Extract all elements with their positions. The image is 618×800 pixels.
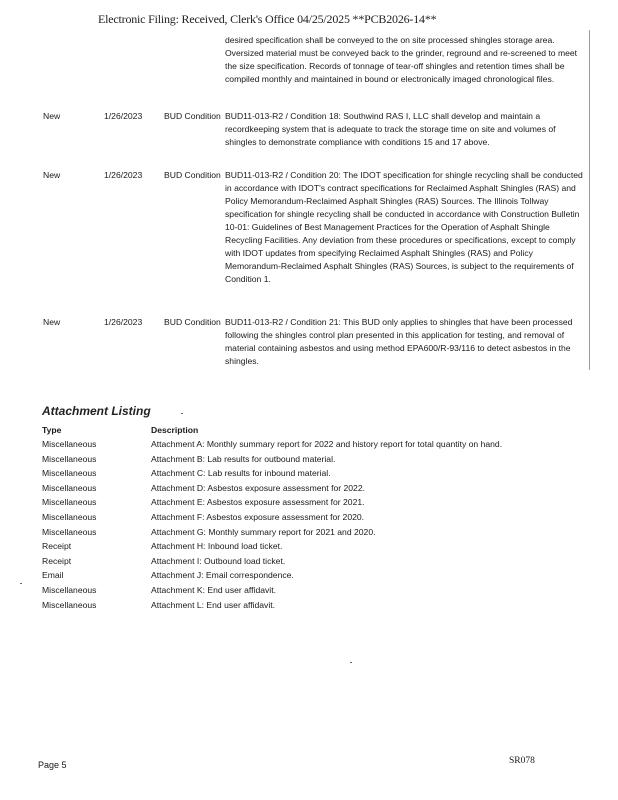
attachment-listing-title: Attachment Listing	[42, 404, 151, 418]
list-item	[42, 539, 602, 554]
attachment-description: Attachment C: Lab results for inbound material.	[151, 468, 331, 479]
attachment-list	[42, 437, 602, 612]
list-item	[42, 510, 602, 525]
attachment-description: Attachment K: End user affidavit.	[151, 584, 276, 595]
list-item	[42, 452, 602, 467]
attachment-type: Receipt	[42, 555, 72, 566]
row-date: 1/26/2023	[104, 111, 143, 121]
list-item	[42, 495, 602, 510]
attachment-description: Attachment B: Lab results for outbound material.	[151, 453, 336, 464]
row-status: New	[43, 170, 61, 180]
list-item	[42, 525, 602, 540]
attachment-description: Attachment H: Inbound load ticket.	[151, 541, 283, 552]
sr-number: SR078	[509, 756, 535, 766]
row-date: 1/26/2023	[104, 170, 143, 180]
attachment-description: Attachment D: Asbestos exposure assessment for 2022.	[151, 482, 365, 493]
row-status: New	[43, 111, 61, 121]
page-number: Page 5	[38, 760, 67, 770]
list-item	[42, 598, 602, 613]
attachment-type: Miscellaneous	[42, 482, 97, 493]
attachment-type: Miscellaneous	[42, 439, 97, 449]
row-type: BUD Condition	[164, 317, 221, 327]
list-item	[42, 568, 602, 583]
row-status: New	[43, 317, 61, 327]
row-description: BUD11-013-R2 / Condition 20: The IDOT specification for shingle recycling shall be conducted in accordance with IDOT's contract specifications for Reclaimed Asphalt Shingles (RAS) and Policy Memorandum-Reclaimed Asphalt Shingles (RAS) Sources. The Illinois Tollway specification for shingle recycling shall be conducted in accordance with Construction Bulletin 10-01: Guidelines of Best Management Practices for the Operation of Asphalt Shingle Recycling Facilities. Any deviation from these procedures or specifications, except to comply with IDOT updates from specifying Reclaimed Asphalt Shingles (RAS) and Policy Memorandum-Reclaimed Asphalt Shingles (RAS) Sources, is subject to the requirements of Condition 1.	[225, 170, 583, 284]
description-column-header: Description	[151, 425, 199, 435]
attachment-description: Attachment G: Monthly summary report for 2021 and 2020.	[151, 526, 376, 537]
scan-speck	[20, 583, 22, 584]
attachment-type: Miscellaneous	[42, 497, 97, 508]
attachment-description: Attachment E: Asbestos exposure assessment for 2021.	[151, 497, 365, 508]
attachment-type: Miscellaneous	[42, 468, 97, 479]
list-item	[42, 554, 602, 569]
attachment-type: Miscellaneous	[42, 526, 97, 537]
attachment-description: Attachment F: Asbestos exposure assessment for 2020.	[151, 511, 365, 522]
row-date: 1/26/2023	[104, 317, 143, 327]
attachment-description: Attachment I: Outbound load ticket.	[151, 555, 286, 566]
type-column-header: Type	[42, 425, 62, 435]
list-item	[42, 583, 602, 598]
scan-speck	[181, 413, 183, 414]
condition-description-continued: desired specification shall be conveyed to the on site processed shingles storage area. Oversized material must be conveyed back to the grinder, reground and re-screened to meet the size specification. Records of tonnage of tear-off shingles and retention times shall be compiled monthly and maintained in bound or electronically imaged chronological files.	[225, 35, 578, 84]
row-description: BUD11-013-R2 / Condition 21: This BUD only applies to shingles that have been processed following the shingles control plan presented in this application for testing, and removal of material containing asbestos and using method EPA600/R-93/116 to detect asbestos in the shingles.	[225, 317, 573, 366]
row-description: BUD11-013-R2 / Condition 18: Southwind RAS I, LLC shall develop and maintain a recordkeeping system that is adequate to track the storage time on site and volumes of shingles to demonstrate compliance with conditions 15 and 17 above.	[225, 111, 556, 147]
list-item	[42, 481, 602, 496]
row-type: BUD Condition	[164, 111, 221, 121]
table-right-border	[589, 30, 590, 370]
attachment-description: Attachment A: Monthly summary report for 2022 and history report for total quantity on hand.	[151, 439, 503, 449]
attachment-description: Attachment J: Email correspondence.	[151, 570, 294, 581]
attachment-type: Receipt	[42, 541, 72, 552]
list-item	[42, 466, 602, 481]
scan-speck	[350, 662, 352, 663]
row-type: BUD Condition	[164, 170, 221, 180]
attachment-description: Attachment L: End user affidavit.	[151, 599, 276, 610]
attachment-type: Miscellaneous	[42, 599, 97, 610]
filing-stamp: Electronic Filing: Received, Clerk's Office 04/25/2025 **PCB2026-14**	[98, 12, 437, 26]
attachment-type: Miscellaneous	[42, 511, 97, 522]
attachment-type: Miscellaneous	[42, 584, 97, 595]
attachment-type: Miscellaneous	[42, 453, 97, 464]
attachment-type: Email	[42, 570, 64, 581]
list-item	[42, 437, 602, 452]
